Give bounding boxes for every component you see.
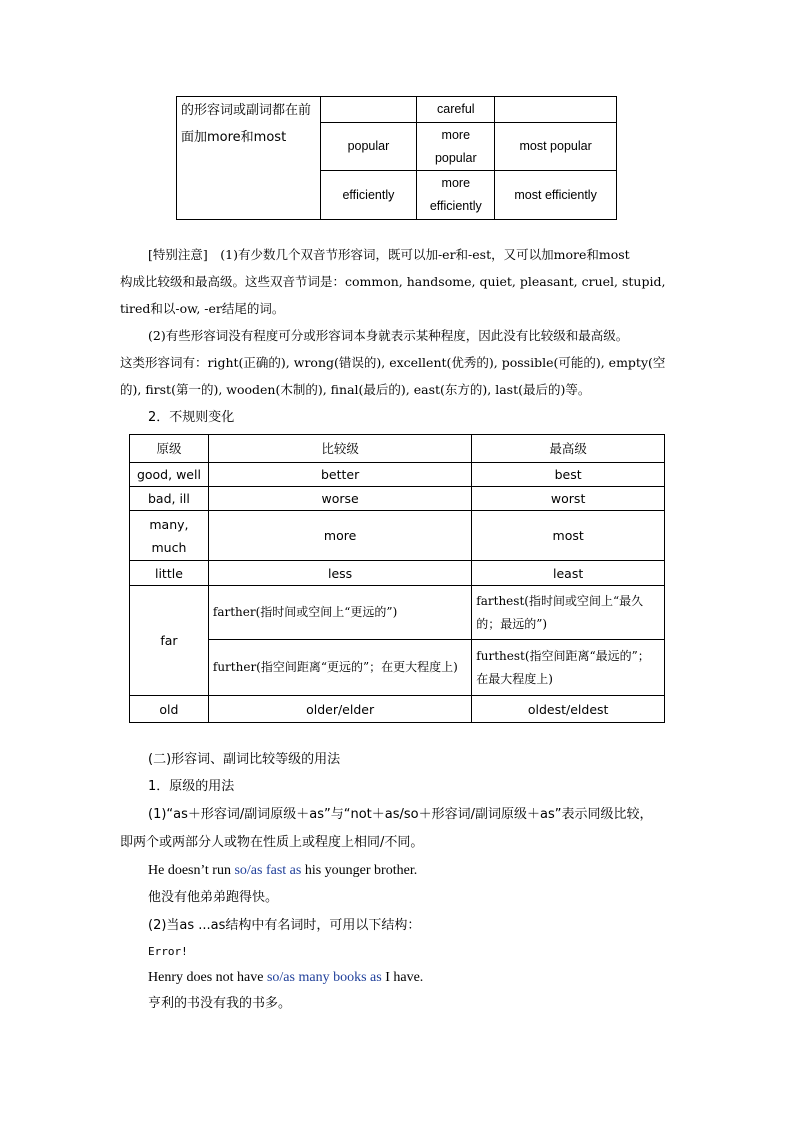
example-translation: 他没有他弟弟跑得快。 [148, 890, 279, 905]
table-cell: better [208, 463, 471, 487]
table-cell [495, 97, 617, 123]
highlighted-phrase: so/as many books as [266, 970, 382, 985]
example-text: I have. [381, 970, 424, 985]
paragraph-line: (1)“as＋形容词/副词原级＋as”与“not＋as/so＋形容词/副词原级＋as”表示同级比较， [148, 807, 653, 822]
table-cell: further(指空间距离“更远的”；在更大程度上) [208, 640, 471, 696]
example-sentence [148, 857, 417, 884]
note-line: 的), first(第一的), wooden(木制的), final(最后的), east(东方的), last(最后的)等。 [120, 382, 591, 397]
irregular-comparison-table [129, 434, 665, 723]
paragraph-line: (2)当as ...as结构中有名词时，可用以下结构： [148, 918, 421, 933]
section-heading: (二)形容词、副词比较等级的用法 [148, 752, 341, 767]
table-header: 原级 [130, 435, 209, 463]
table-cell: farthest(指时间或空间上“最久的；最远的”) [472, 586, 665, 640]
table-cell: worse [208, 487, 471, 511]
table-header: 最高级 [472, 435, 665, 463]
note-line: 这类形容词有：right(正确的), wrong(错误的), excellent(优秀的), possible(可能的), empty(空 [120, 355, 666, 370]
table-cell: furthest(指空间距离“最远的”；在最大程度上) [472, 640, 665, 696]
table-cell: more efficiently [417, 171, 495, 220]
table-cell: most [472, 511, 665, 561]
example-text: his younger brother. [301, 863, 418, 878]
comparison-table-regular [176, 96, 617, 220]
table-cell: oldest/eldest [472, 696, 665, 723]
error-text: Error! [148, 945, 188, 958]
table-cell: many, much [130, 511, 209, 561]
note-line: 构成比较级和最高级。这些双音节词是：common, handsome, quiet, pleasant, cruel, stupid, [120, 274, 666, 289]
table-cell: old [130, 696, 209, 723]
section-title: 2．不规则变化 [148, 410, 235, 425]
table-cell: older/elder [208, 696, 471, 723]
table-cell: worst [472, 487, 665, 511]
table-cell: least [472, 561, 665, 586]
table-cell: more [208, 511, 471, 561]
example-text: Henry does not have [148, 970, 267, 985]
table-cell: careful [417, 97, 495, 123]
highlighted-phrase: so/as fast as [234, 863, 302, 878]
table-lead-cell: 的形容词或副词都在前面加more和most [177, 97, 321, 220]
table-header: 比较级 [208, 435, 471, 463]
table-cell: far [130, 586, 209, 696]
table-cell: bad, ill [130, 487, 209, 511]
table-cell: popular [320, 123, 417, 171]
table-cell: efficiently [320, 171, 417, 220]
subsection-heading: 1．原级的用法 [148, 779, 235, 794]
example-text: He doesn’t run [148, 863, 235, 878]
table-cell: more popular [417, 123, 495, 171]
note-line: [特别注意] (1)有少数几个双音节形容词，既可以加-er和-est，又可以加more和most [148, 247, 630, 262]
table-cell: less [208, 561, 471, 586]
note-line: tired和以-ow, -er结尾的词。 [120, 301, 285, 316]
note-line: (2)有些形容词没有程度可分或形容词本身就表示某种程度，因此没有比较级和最高级。 [148, 328, 629, 343]
table-cell: best [472, 463, 665, 487]
table-cell: good, well [130, 463, 209, 487]
example-sentence [148, 964, 423, 991]
example-translation: 亨利的书没有我的书多。 [148, 996, 292, 1011]
table-cell [320, 97, 417, 123]
paragraph-line: 即两个或两部分人或物在性质上或程度上相同/不同。 [120, 835, 424, 850]
table-cell: most popular [495, 123, 617, 171]
table-cell: little [130, 561, 209, 586]
table-cell: farther(指时间或空间上“更远的”) [208, 586, 471, 640]
table-cell: most efficiently [495, 171, 617, 220]
